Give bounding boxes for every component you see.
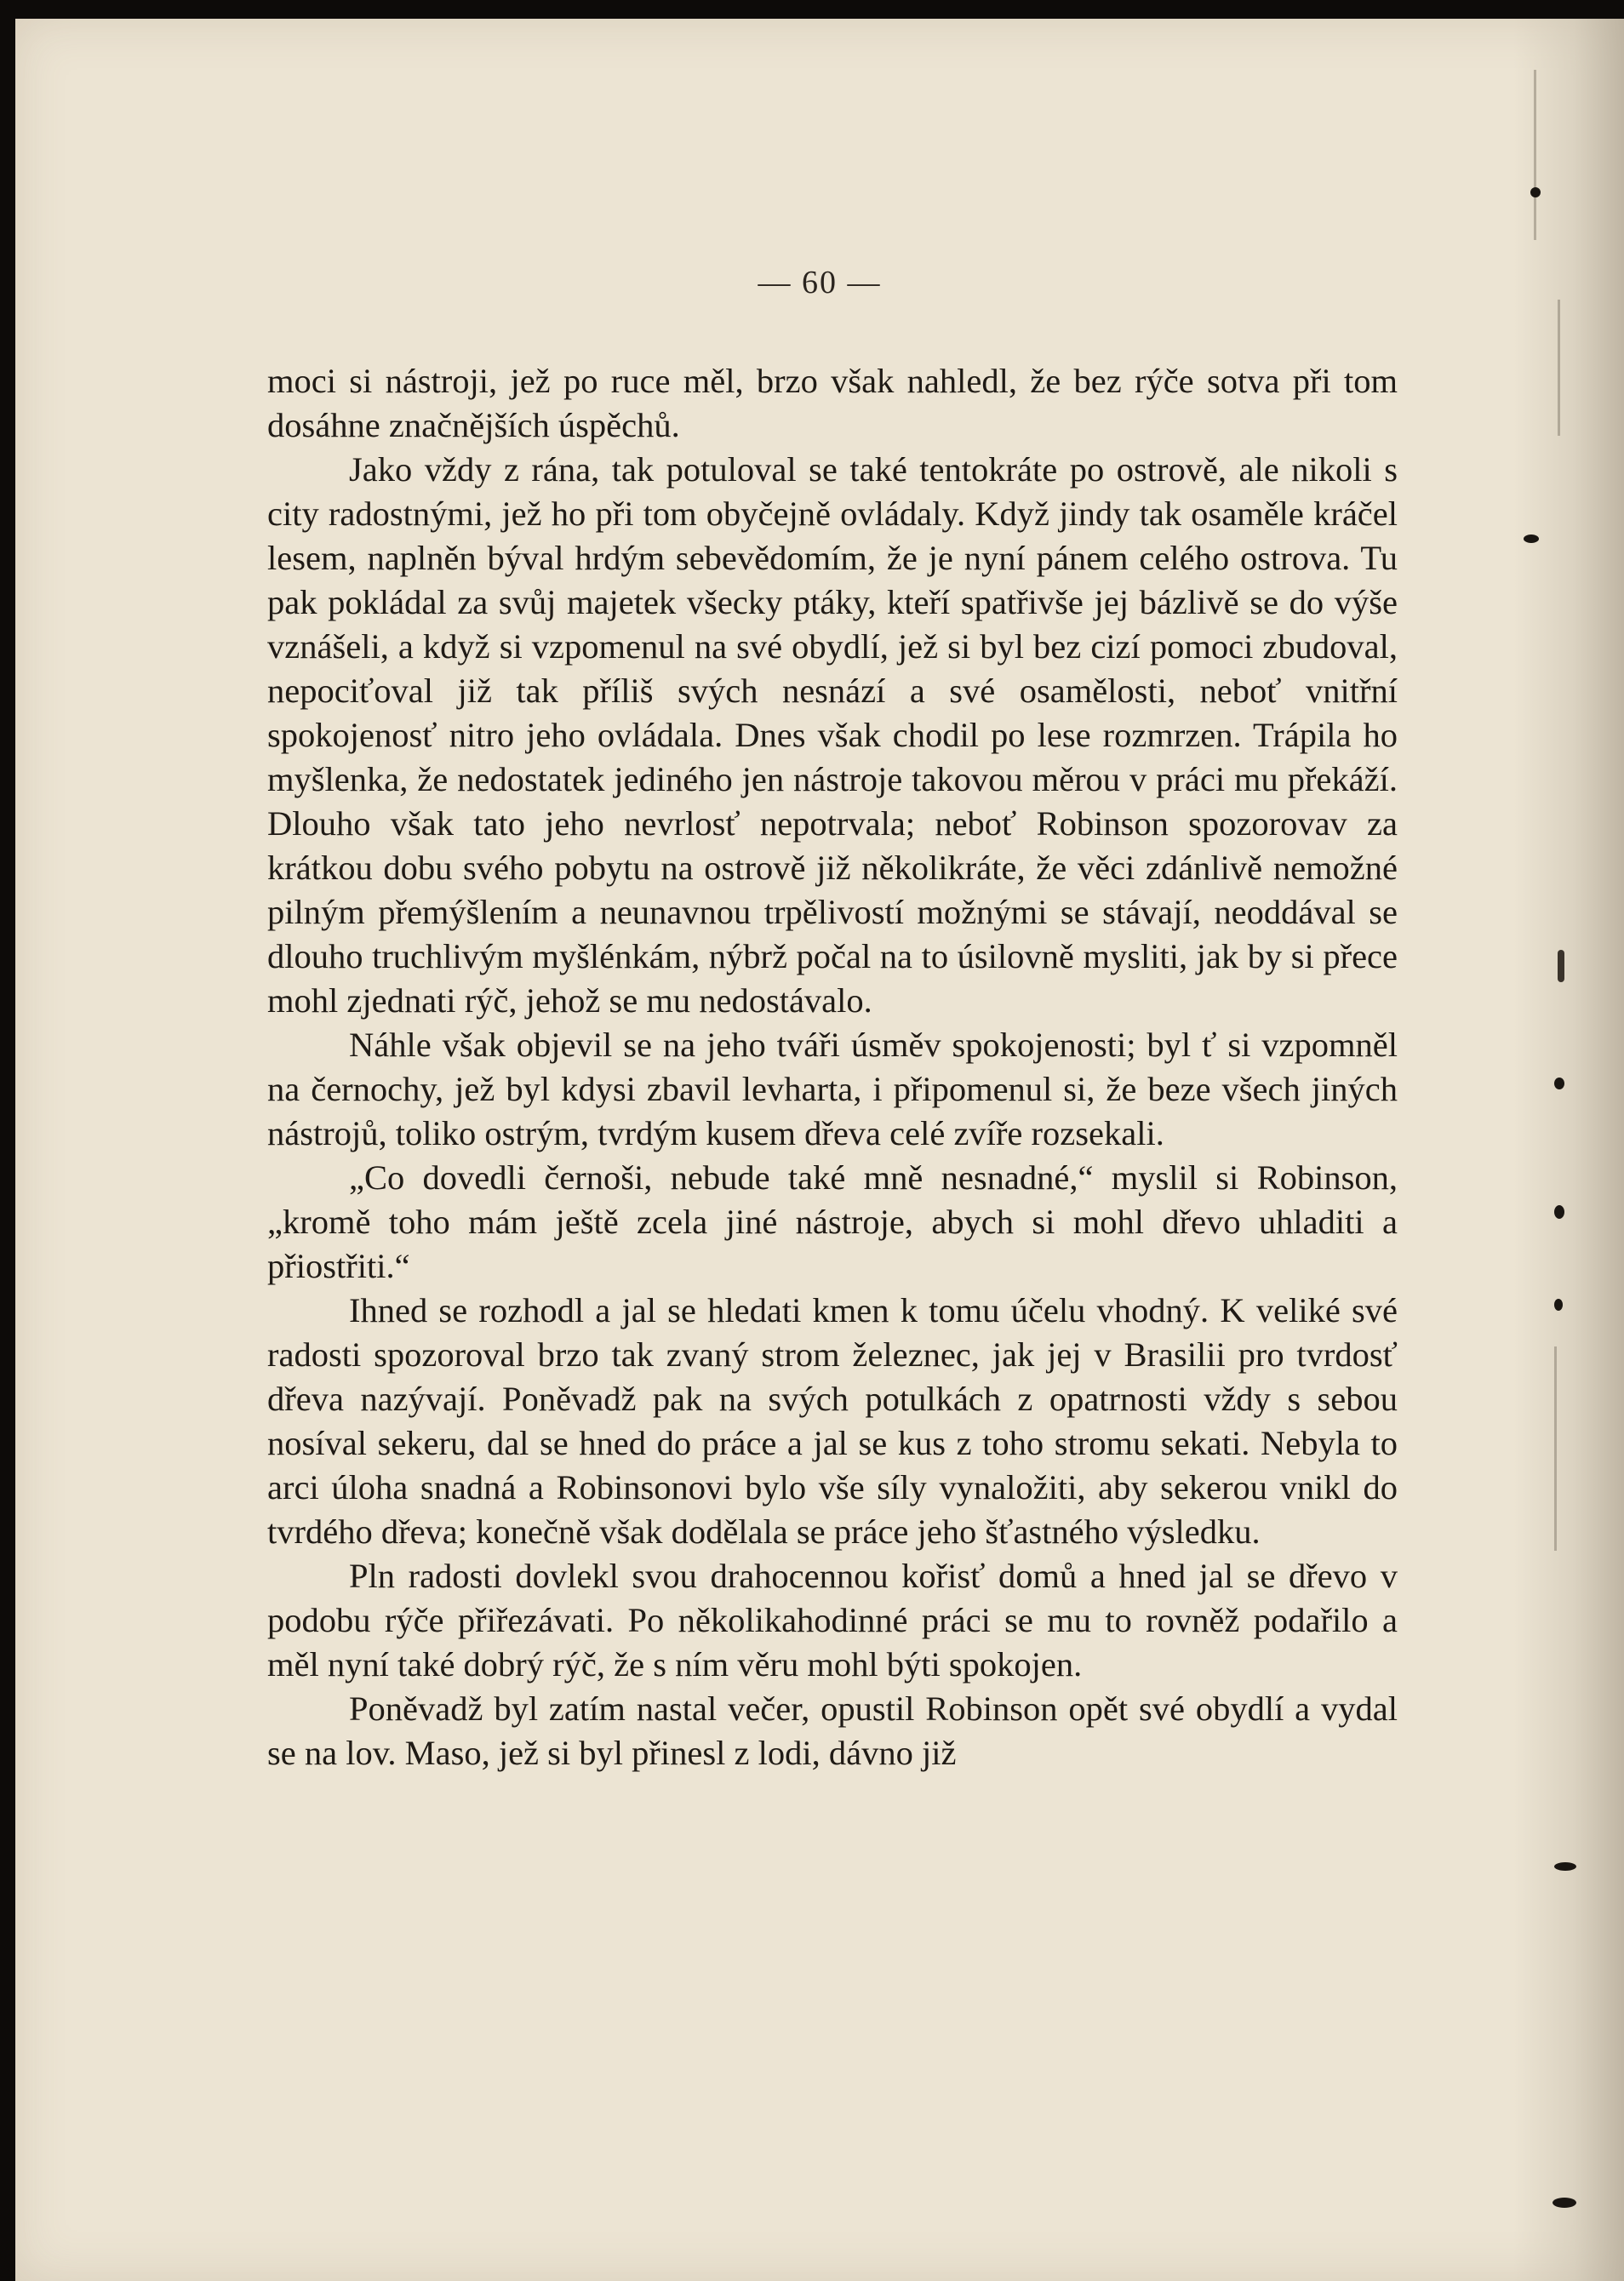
paragraph: Ihned se rozhodl a jal se hledati kmen k tomu účelu vhodný. K veliké své radosti spozoroval brzo tak zvaný strom železnec, jak jej v Brasilii pro tvrdosť dřeva nazývají. Poněvadž pak na svých potulkách z opatrnosti vždy s sebou nosíval sekeru, dal se hned do práce a jal se kus z toho stromu sekati. Nebyla to arci úloha snadná a Robinsonovi bylo vše síly vynaložiti, aby sekerou vnikl do tvrdého dřeva; konečně však dodělala se práce jeho šťastného výsledku. [267,1291,1398,1551]
ink-blot [1554,1299,1563,1311]
ink-blot [1530,187,1541,197]
paragraph: „Co dovedli černoši, nebude také mně nesnadné,“ myslil si Robinson, „kromě toho mám ještě zcela jiné nástroje, abych si mohl dřevo uhladiti a přiostřiti.“ [267,1158,1398,1285]
paragraph: Jako vždy z rána, tak potuloval se také tentokráte po ostrově, ale nikoli s city radostnými, jež ho při tom obyčejně ovládaly. Když jindy tak osaměle kráčel lesem, naplněn býval hrdým sebevědomím, že je nyní pánem celého ostrova. Tu pak pokládal za svůj majetek všecky ptáky, kteří spatřivše jej bázlivě se do výše vznášeli, a když si vzpomenul na své obydlí, jež si byl bez cizí pomoci zbudoval, nepociťoval již tak příliš svých nesnází a své osamělosti, neboť vnitřní spokojenosť nitro jeho ovládala. Dnes však chodil po lese rozmrzen. Trápila ho myšlenka, že nedostatek jediného jen nástroje takovou měrou v práci mu překáží. Dlouho však tato jeho nevrlosť nepotrvala; neboť Robinson spozorovav za krátkou dobu svého pobytu na ostrově již několikráte, že věci zdánlivě nemožné pilným přemýšlením a neunavnou trpělivostí možnými se stávají, neoddával se dlouho truchlivým myšlénkám, nýbrž počal na to úsilovně mysliti, jak by si přece mohl zjednati rýč, jehož se mu nedostávalo. [267,450,1398,1020]
paragraph: Pln radosti dovlekl svou drahocennou kořisť domů a hned jal se dřevo v podobu rýče přiřezávati. Po několikahodinné práci se mu to rovněž podařilo a měl nyní také dobrý rýč, že s ním věru mohl býti spokojen. [267,1557,1398,1684]
page-number: — 60 — [758,265,882,300]
ink-blot [1558,950,1564,982]
body-text [267,359,1398,1775]
paragraph: Poněvadž byl zatím nastal večer, opustil Robinson opět své obydlí a vydal se na lov. Maso, jež si byl přinesl z lodi, dávno již [267,1689,1398,1772]
ink-blot [1554,1862,1576,1871]
paragraph: moci si nástroji, jež po ruce měl, brzo však nahledl, že bez rýče sotva při tom dosáhne značnějších úspěchů. [267,362,1398,444]
ink-blot [1524,535,1539,543]
binding-streak [1558,300,1560,436]
page-spine-shadow [1513,19,1624,2281]
binding-streak [1534,70,1536,240]
ink-blot [1554,1078,1564,1089]
ink-blot [1554,1205,1564,1219]
ink-blot [1553,2198,1576,2208]
book-page [15,19,1624,2281]
binding-streak [1554,1346,1557,1551]
paragraph: Náhle však objevil se na jeho tváři úsměv spokojenosti; byl ť si vzpomněl na černochy, jež byl kdysi zbavil levharta, i připomenul si, že beze všech jiných nástrojů, toliko ostrým, tvrdým kusem dřeva celé zvíře rozsekali. [267,1026,1398,1152]
